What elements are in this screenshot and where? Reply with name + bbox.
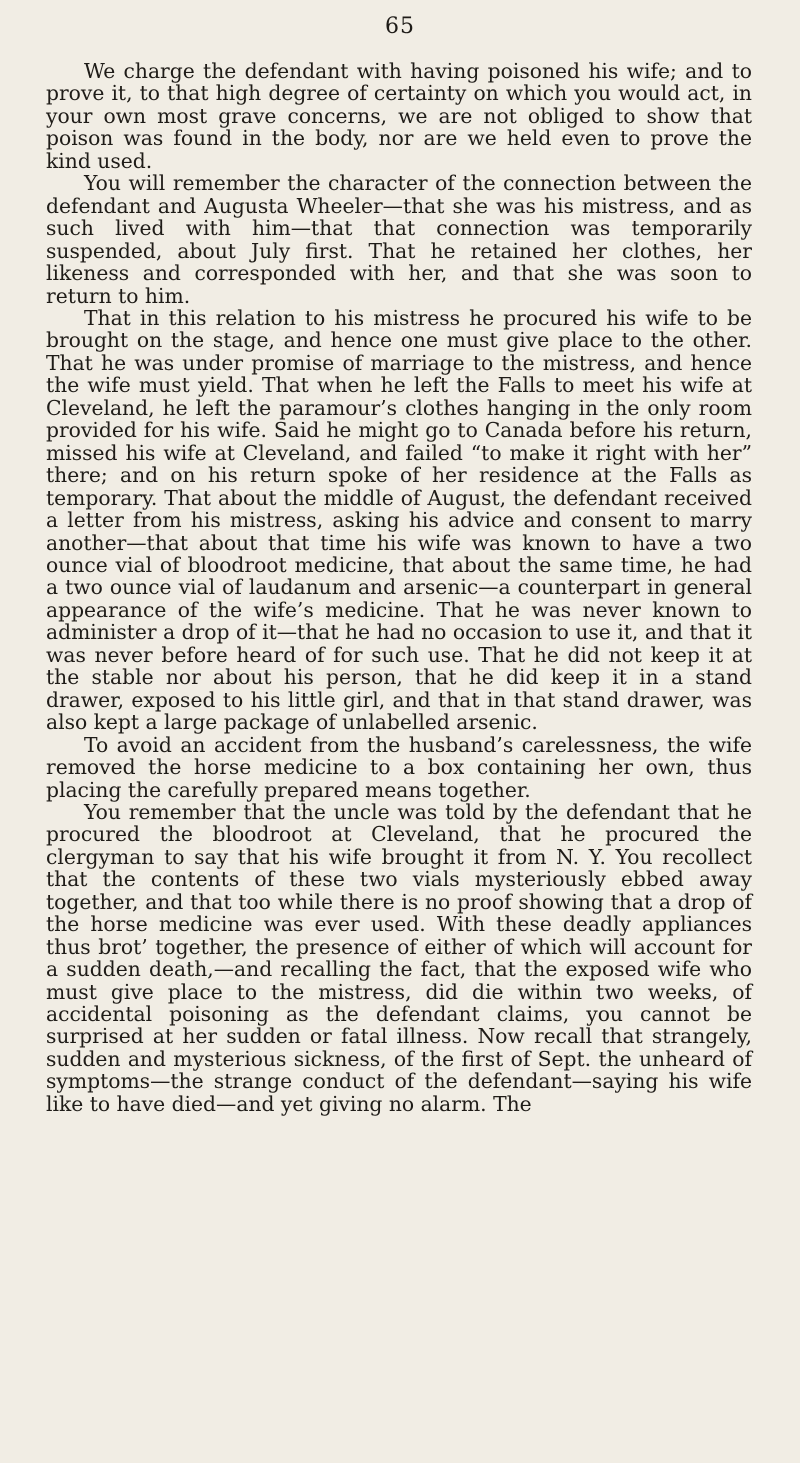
paragraph-3: That in this relation to his mistress he procured his wife to be brought on the stage, and hence one must give place to the other. That he was under promise of marriage to the mistress, and hence the wife must yield. That when he left the Falls to meet his wife at Cleveland, he left the paramour’s clothes hanging in the only room provided for his wife. Said he might go to Canada before his return, missed his wife at Cleveland, and failed “to make it right with her” there; and on his return spoke of her residence at the Falls as temporary. That about the middle of August, the defendant received a letter from his mistress, asking his advice and consent to marry another—that about that time his wife was known to have a two ounce vial of bloodroot medicine, that about the same time, he had a two ounce vial of laudanum and arsenic—a counterpart in general appearance of the wife’s medicine. That he was never known to administer a drop of it—that he had no occasion to use it, and that it was never before heard of for such use. That he did not keep it at the stable nor about his person, that he did keep it in a stand drawer, exposed to his little girl, and that in that stand drawer, was also kept a large package of unlabelled arsenic. [46, 305, 752, 735]
paragraph-1: We charge the defendant with having poisoned his wife; and to prove it, to that high degree of certainty on which you would act, in your own most grave concerns, we are not obliged to show that poison was found in the body, nor are we held even to prove the kind used. [46, 59, 752, 173]
paragraph-5: You remember that the uncle was told by the defendant that he procured the bloodroot at Cleveland, that he procured the clergyman to say that his wife brought it from N. Y. You recollect that the contents of these two vials mysteriously ebbed away together, and that too while there is no proof showing that a drop of the horse medicine was ever used. With these deadly appliances thus brot’ together, the presence of either of which will account for a sudden death,—and recalling the fact, that the exposed wife who must give place to the mistress, did die within two weeks, of accidental poisoning as the defendant claims, you cannot be surprised at her sudden or fatal illness. Now recall that strangely, sudden and mysterious sickness, of the first of Sept. the unheard of symptoms—the strange conduct of the defendant—saying his wife like to have died—and yet giving no alarm. The [46, 799, 752, 1116]
paragraph-4: To avoid an accident from the husband’s carelessness, the wife removed the horse medicine to a box containing her own, thus placing the carefully prepared means together. [46, 732, 752, 802]
paragraph-2: You will remember the character of the connection between the defendant and Augusta Wheeler—that she was his mistress, and as such lived with him—that that connection was temporarily suspended, about July first. That he retained her clothes, her likeness and corresponded with her, and that she was soon to return to him. [46, 171, 752, 308]
page-number: 65 [385, 14, 415, 39]
body-text [46, 60, 752, 1115]
